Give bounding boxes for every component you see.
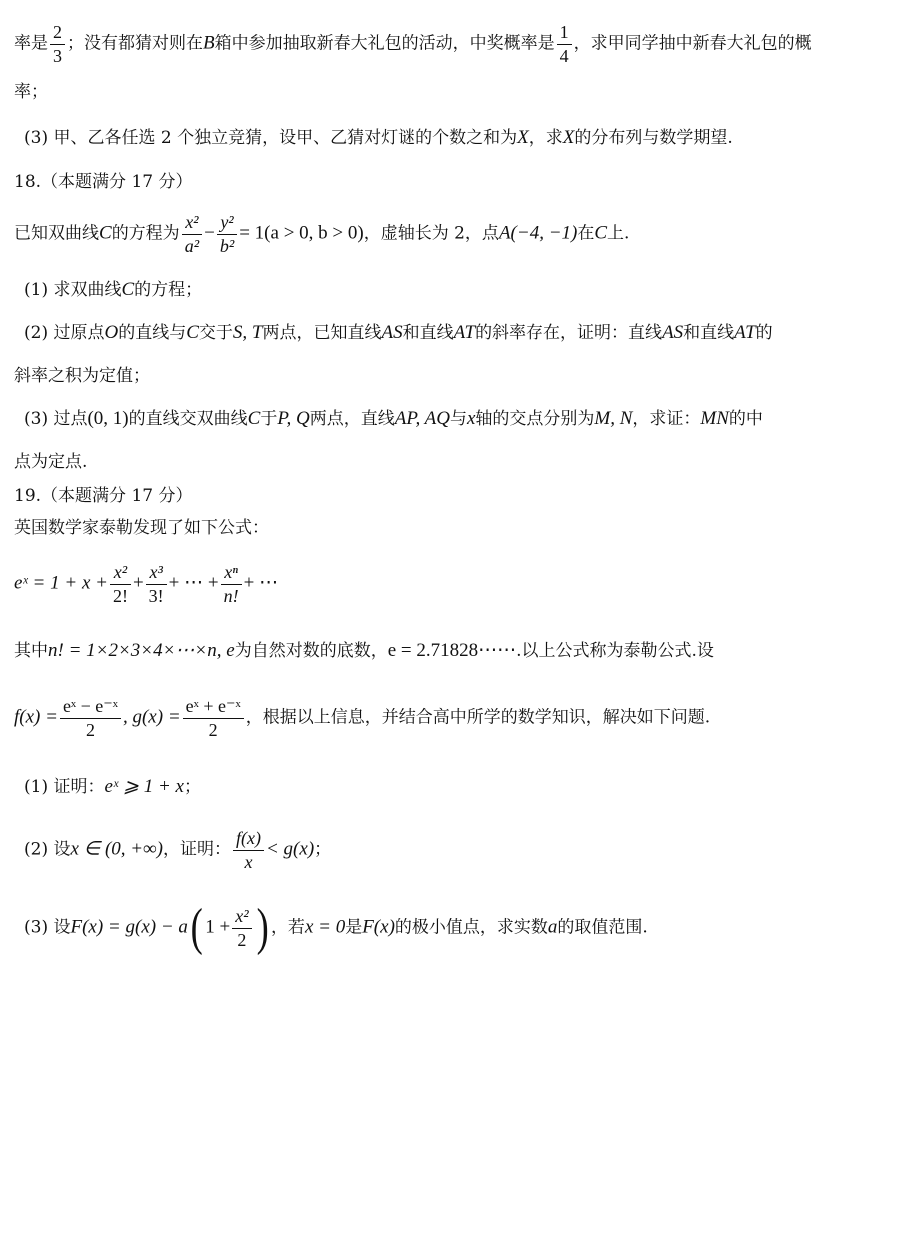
q18-part-1: (1) 求双曲线C的方程； [24,279,203,300]
g-fraction: $\frac{\text{eˣ + e⁻ˣ}}{2}$ [183,696,244,740]
taylor-formula: eˣ = 1 + x + $\frac{\text{x²}}{2!}$ + $\frac{\text{x³}}{3!}$ + ⋯ + $\frac{\text{xⁿ}}{n!}$ + ⋯ [14,562,279,606]
taylor-term-2: $\frac{\text{x²}}{2!}$ [110,562,131,606]
q17-line-2: 率； [14,82,48,102]
point-a: A(−4, −1) [498,222,578,244]
q19-intro: 英国数学家泰勒发现了如下公式： [14,518,269,538]
q17-part-3: (3) 甲、乙各任选 2 个独立竞猜，设甲、乙猜对灯谜的个数之和为X，求X的分布列与数学期望. [24,127,733,148]
hyperbola-frac-y: $\frac{\text{y²}}{\text{b²}}$ [217,212,237,256]
text: 率是 [14,33,48,54]
text: 箱中参加抽取新春大礼包的活动，中奖概率是 [214,33,555,54]
q18-part-3-cont: 点为定点. [14,452,88,472]
taylor-term-3: $\frac{\text{x³}}{3!}$ [146,562,167,606]
probability-fraction-1: $\frac{2}{3}$ [50,22,65,66]
q18-part-2: (2) 过原点O的直线与C交于S, T两点，已知直线AS和直线AT的斜率存在，证明：直线AS和直线AT的 [24,322,773,343]
text: ，求甲同学抽中新春大礼包的概 [573,33,812,54]
q19-part-1: (1) 证明：eˣ ⩾ 1 + x； [24,776,201,797]
x2-over-2: $\frac{\text{x²}}{2}$ [232,906,251,950]
fx-over-x: $\frac{f(x)}{x}$ [233,828,264,872]
math-x: X [562,127,575,148]
math-b: B [203,32,215,54]
text: ；没有都猜对则在 [67,33,203,54]
probability-fraction-2: $\frac{1}{4}$ [557,22,572,66]
taylor-term-n: $\frac{\text{xⁿ}}{n!}$ [221,562,242,606]
q18-part-3: (3) 过点(0, 1)的直线交双曲线C于P, Q两点，直线AP, AQ与x轴的交点分别为M, N，求证：MN的中 [24,408,763,429]
hyperbola-frac-x: $\frac{\text{x²}}{\text{a²}}$ [182,212,202,256]
q17-line-1 [14,22,812,66]
q19-header: 19.（本题满分 17 分） [14,486,193,506]
q19-part-3: (3) 设F(x) = g(x) − a( 1 + $\frac{\text{x²}}{2}$ ) ，若x = 0是F(x)的极小值点，求实数a的取值范围. [24,899,648,957]
fg-definition: f(x) = $\frac{\text{eˣ − e⁻ˣ}}{2}$ , g(x) = $\frac{\text{eˣ + e⁻ˣ}}{2}$ ，根据以上信息，并结合高中所学的数学知识，解决如下问题. [14,696,711,740]
q19-part-2: (2) 设x ∈ (0, +∞)，证明： $\frac{f(x)}{x}$ < g(x)； [24,828,332,872]
q18-intro: 已知双曲线C的方程为 $\frac{\text{x²}}{\text{a²}}$ − $\frac{\text{y²}}{\text{b²}}$ = 1(a > 0, b > 0)，虚轴长为 2，点A(−4, −1)在C上. [14,212,630,256]
q19-definition-line: 其中n! = 1×2×3×4×⋯×n, e为自然对数的底数，e = 2.71828⋯⋯.以上公式称为泰勒公式.设 [14,640,714,661]
q18-header: 18.（本题满分 17 分） [14,172,193,192]
q18-part-2-cont: 斜率之积为定值； [14,366,150,386]
math-x: X [517,127,529,148]
f-fraction: $\frac{\text{eˣ − e⁻ˣ}}{2}$ [60,696,121,740]
